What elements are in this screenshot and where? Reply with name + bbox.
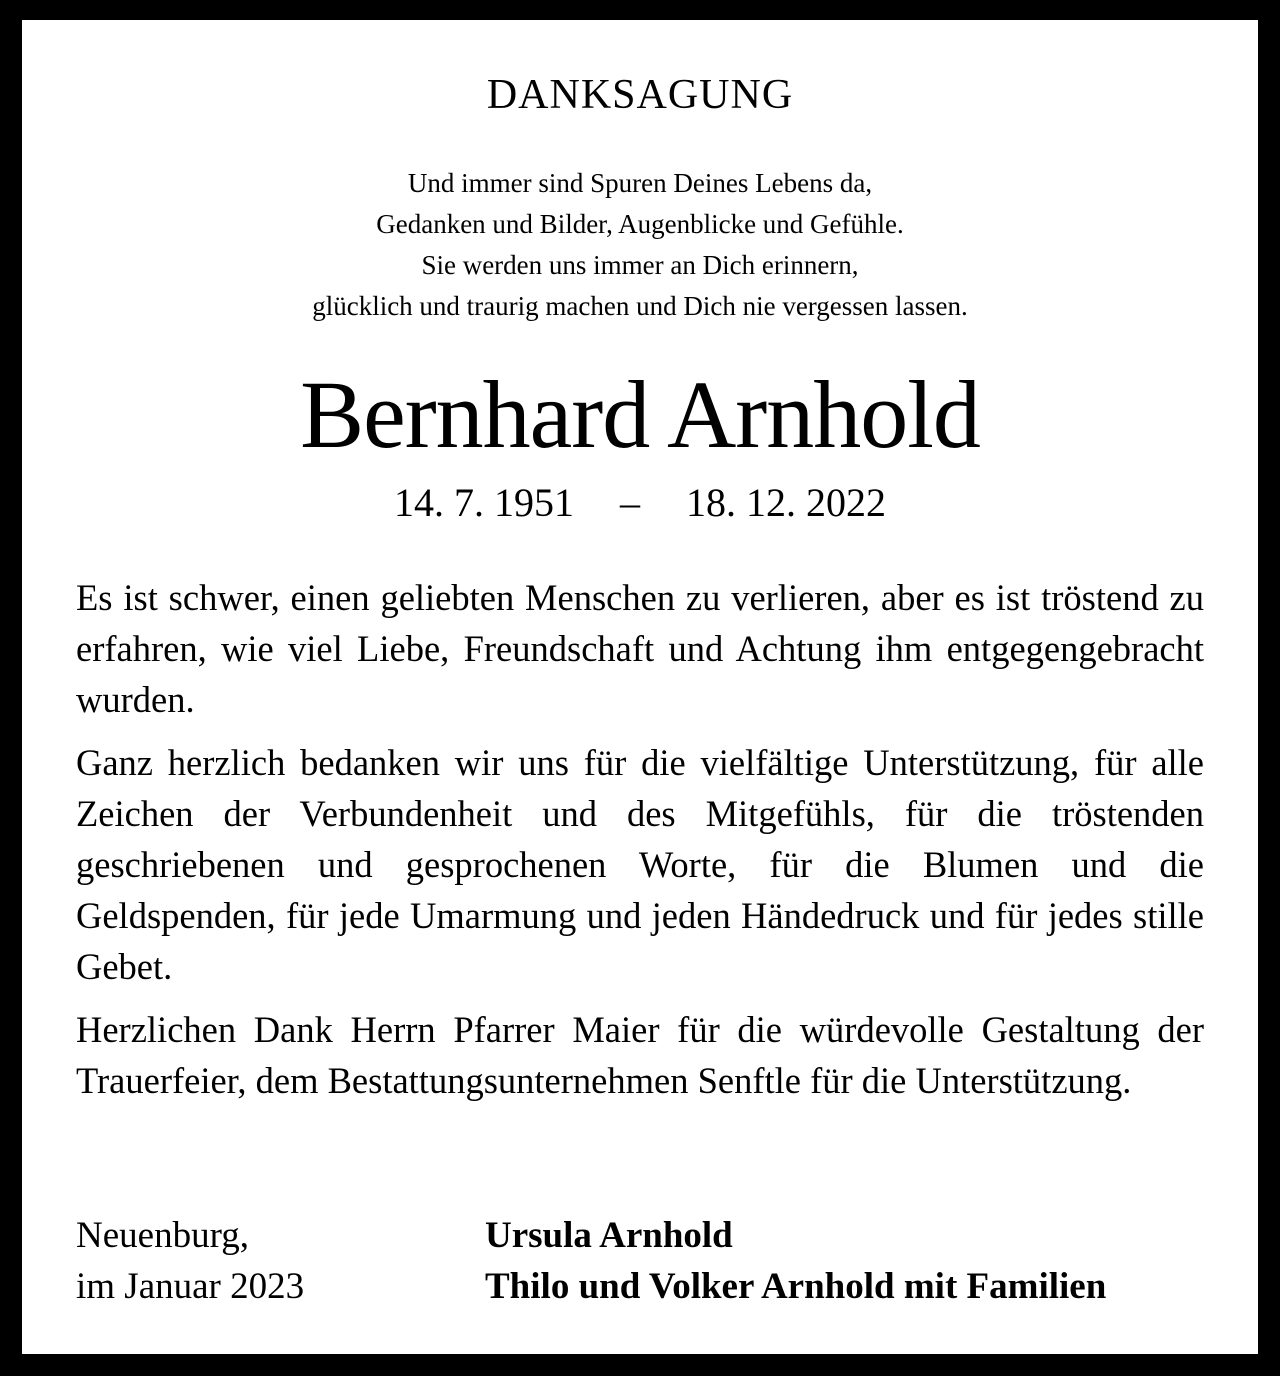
date-line: im Januar 2023 bbox=[76, 1266, 305, 1307]
signatory: Thilo und Volker Arnhold mit Familien bbox=[485, 1266, 1107, 1307]
date-death: 18. 12. 2022 bbox=[686, 480, 886, 525]
signatory: Ursula Arnhold bbox=[485, 1215, 733, 1256]
place-and-date bbox=[76, 1210, 304, 1312]
deceased-name: Bernhard Arnhold bbox=[300, 361, 980, 468]
paragraph: Es ist schwer, einen geliebten Menschen zu verlieren, aber es ist tröstend zu erfahren, wie viel Liebe, Freundschaft und Achtung ihm entgegengebracht wurden. bbox=[76, 577, 1204, 720]
poem-line: Sie werden uns immer an Dich erinnern, bbox=[421, 250, 859, 280]
date-birth: 14. 7. 1951 bbox=[394, 480, 574, 525]
poem-line: Und immer sind Spuren Deines Lebens da, bbox=[407, 168, 873, 198]
poem bbox=[0, 163, 1280, 327]
poem-line: glücklich und traurig machen und Dich nie vergessen lassen. bbox=[312, 291, 968, 321]
life-dates bbox=[0, 478, 1280, 528]
thank-you-text bbox=[76, 572, 1204, 1106]
paragraph: Herzlichen Dank Herrn Pfarrer Maier für die würdevolle Gestaltung der Trauerfeier, dem Bestattungsunternehmen Senftle für die Unterstützung. bbox=[76, 1009, 1204, 1101]
paragraph: Ganz herzlich bedanken wir uns für die vielfältige Unterstützung, für alle Zeichen der Verbundenheit und des Mitgefühls, für die tröstenden geschriebenen und gesprochenen Worte, für die Blumen und die Geldspenden, für jede Umarmung und jeden Händedruck und für jedes stille Gebet. bbox=[76, 742, 1204, 987]
place: Neuenburg, bbox=[76, 1215, 249, 1256]
heading: DANKSAGUNG bbox=[486, 72, 794, 118]
date-separator: – bbox=[620, 480, 640, 525]
poem-line: Gedanken und Bilder, Augenblicke und Gefühle. bbox=[376, 209, 904, 239]
signatories bbox=[485, 1210, 1106, 1312]
